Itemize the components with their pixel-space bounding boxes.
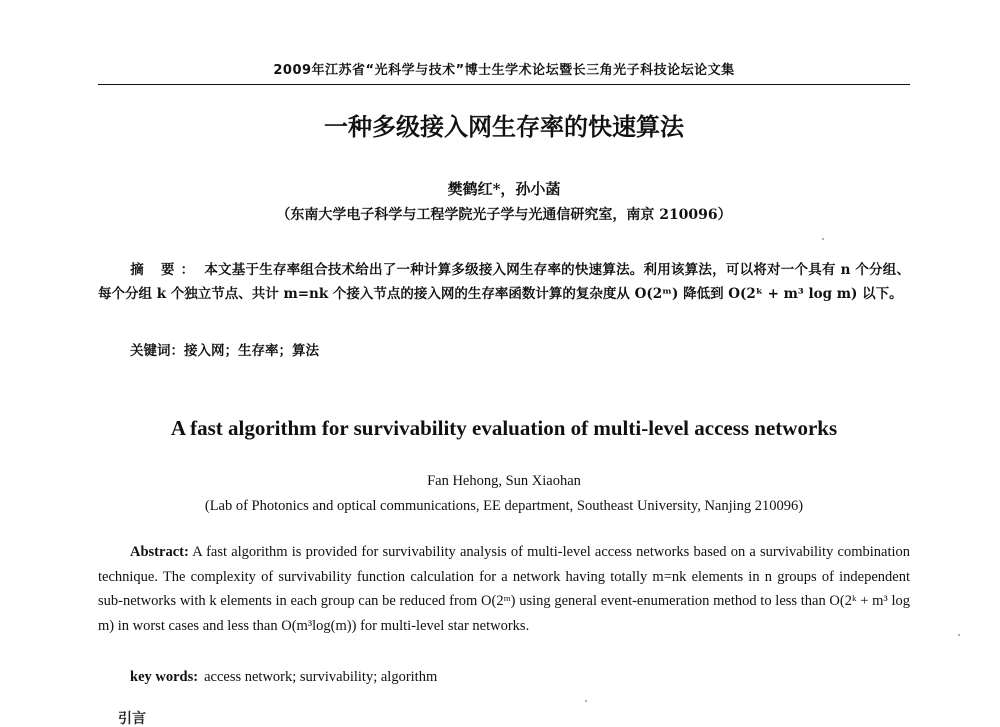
scan-speck <box>585 700 587 702</box>
chinese-abstract <box>98 258 910 306</box>
english-keywords-text: access network; survivability; algorithm <box>204 669 438 685</box>
english-abstract-text: A fast algorithm is provided for survivability analysis of multi-level access networks based on a survivability combination technique. The complexity of survivability function calculation for a network having totally m=nk elements in n groups of independent sub-networks with k elements in each group can be reduced from O(2ᵐ) using general event-enumeration method to less than O(2ᵏ + m³ log m) in worst cases and less than O(m³log(m)) for multi-level star networks. <box>98 544 911 634</box>
header-rule <box>98 84 910 85</box>
chinese-abstract-text: 本文基于生存率组合技术给出了一种计算多级接入网生存率的快速算法。利用该算法，可以将对一个具有 n 个分组、每个分组 k 个独立节点、共计 m=nk 个接入节点的接入网的生存率函数计算的复杂度从 O(2ᵐ) 降低到 O(2ᵏ + m³ log m) 以下。 <box>98 262 910 302</box>
section-heading-fragment: 引言 <box>118 711 146 727</box>
chinese-title: 一种多级接入网生存率的快速算法 <box>324 113 684 141</box>
english-abstract <box>98 540 910 638</box>
chinese-authors: 樊鹤红*，孙小菡 <box>447 180 561 198</box>
english-title: A fast algorithm for survivability evaluation of multi-level access networks <box>170 416 838 440</box>
english-keywords-label: key words: <box>130 669 199 685</box>
chinese-keywords-text: 接入网；生存率；算法 <box>184 343 319 359</box>
chinese-keywords <box>130 340 910 362</box>
english-keywords <box>130 666 910 688</box>
running-header: 2009年江苏省“光科学与技术”博士生学术论坛暨长三角光子科技论坛论文集 <box>273 63 735 78</box>
chinese-abstract-label: 摘 要： <box>130 262 201 278</box>
scan-speck <box>958 634 960 636</box>
chinese-keywords-label: 关键词： <box>130 343 184 359</box>
english-authors: Fan Hehong, Sun Xiaohan <box>427 473 581 489</box>
chinese-affiliation: （东南大学电子科学与工程学院光子学与光通信研究室，南京 210096） <box>276 207 732 223</box>
english-affiliation: (Lab of Photonics and optical communications, EE department, Southeast University, Nanjing 210096) <box>204 498 804 514</box>
english-abstract-label: Abstract: <box>130 544 189 560</box>
scan-speck <box>822 238 824 240</box>
